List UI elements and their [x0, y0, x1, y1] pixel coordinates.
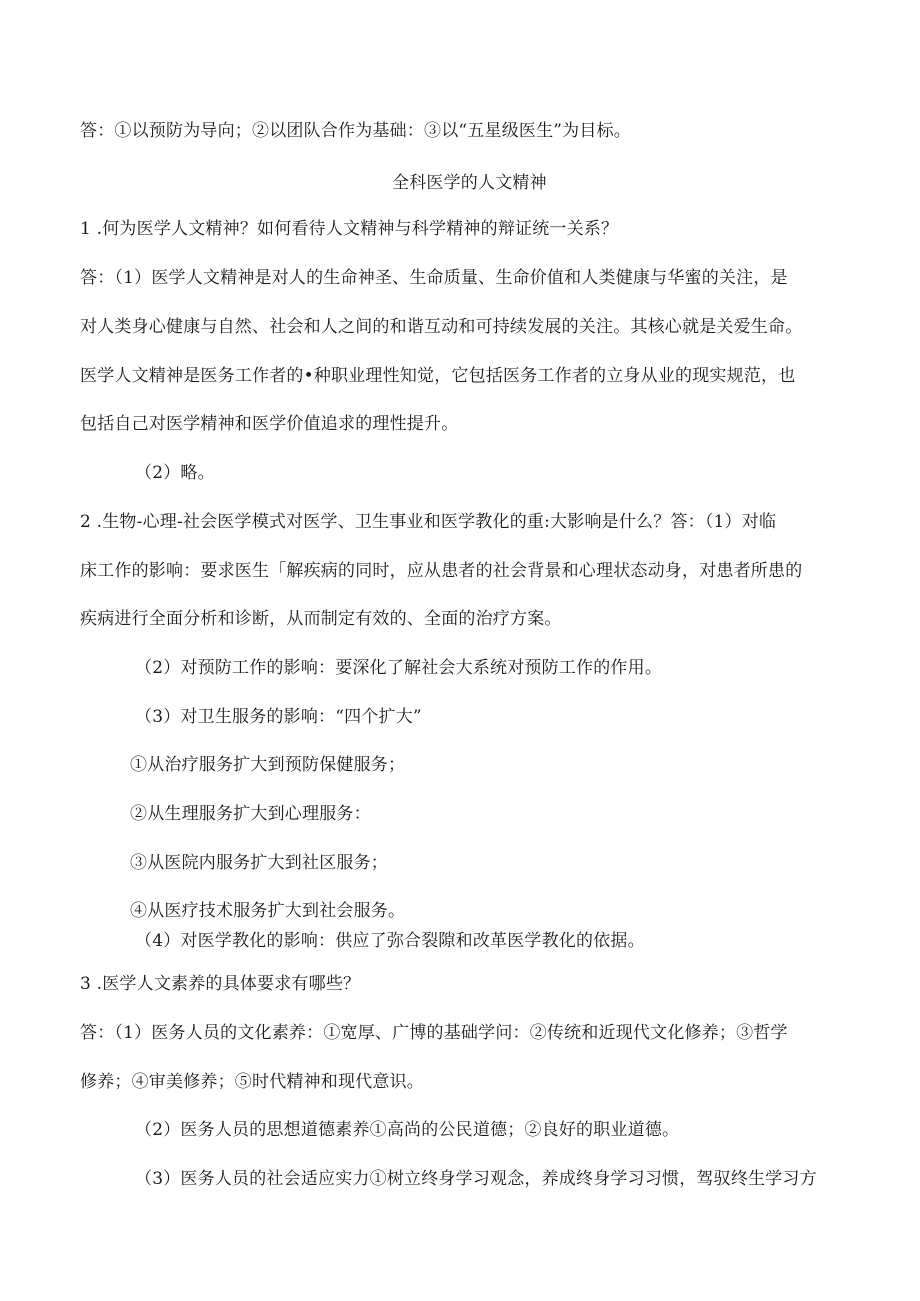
answer-line: 答：（1）医务人员的文化素养：①宽厚、广博的基础学问：②传统和近现代文化修养；③哲学: [80, 1023, 788, 1043]
paragraph-line: （4）对医学教化的影响：供应了弥合裂隙和改革医学教化的依据。: [135, 931, 645, 951]
paragraph-line: 对人类身心健康与自然、社会和人之间的和谐互动和可持续发展的关注。其核心就是关爱生命。: [80, 317, 803, 337]
list-item: ③从医院内服务扩大到社区服务；: [130, 853, 388, 873]
question-line: 2 .生物-心理-社会医学模式对医学、卫生事业和医学教化的重:大影响是什么？答：（1）对临: [80, 512, 777, 532]
paragraph-line: （3）对卫生服务的影响：“四个扩大”: [135, 707, 422, 727]
paragraph-line: （2）医务人员的思想道德素养①高尚的公民道德；②良好的职业道德。: [135, 1120, 680, 1140]
list-item: ①从治疗服务扩大到预防保健服务；: [130, 755, 406, 775]
question-line: 3 .医学人文素养的具体要求有哪些？: [80, 974, 361, 994]
paragraph-line: （2）略。: [135, 463, 215, 483]
paragraph-line: （3）医务人员的社会适应实力①树立终身学习观念，养成终身学习习惯，驾驭终生学习方: [135, 1169, 817, 1189]
section-title: 全科医学的人文精神: [392, 173, 547, 193]
paragraph-line: 床工作的影响：要求医生「解疾病的同时，应从患者的社会背景和心理状态动身，对患者所患的: [80, 561, 803, 581]
list-item: ④从医疗技术服务扩大到社会服务。: [130, 901, 406, 921]
paragraph-line: 修养；④审美修养；⑤时代精神和现代意识。: [80, 1072, 424, 1092]
list-item: ②从生理服务扩大到心理服务：: [130, 804, 371, 824]
paragraph-line: 医学人文精神是医务工作者的•种职业理性知觉，它包括医务工作者的立身从业的现实规范，也: [80, 366, 796, 386]
paragraph-line: 疾病进行全面分析和诊断，从而制定有效的、全面的治疗方案。: [80, 609, 562, 629]
answer-line: 答：（1）医学人文精神是对人的生命神圣、生命质量、生命价值和人类健康与华蜜的关注，是: [80, 268, 788, 288]
paragraph-line: （2）对预防工作的影响：要深化了解社会大系统对预防工作的作用。: [135, 658, 663, 678]
paragraph-line: 包括自己对医学精神和医学价值追求的理性提升。: [80, 414, 459, 434]
question-line: 1 .何为医学人文精神？如何看待人文精神与科学精神的辩证统一关系？: [80, 219, 619, 239]
answer-line: 答：①以预防为导向；②以团队合作为基础：③以“五星级医生”为目标。: [80, 121, 631, 141]
